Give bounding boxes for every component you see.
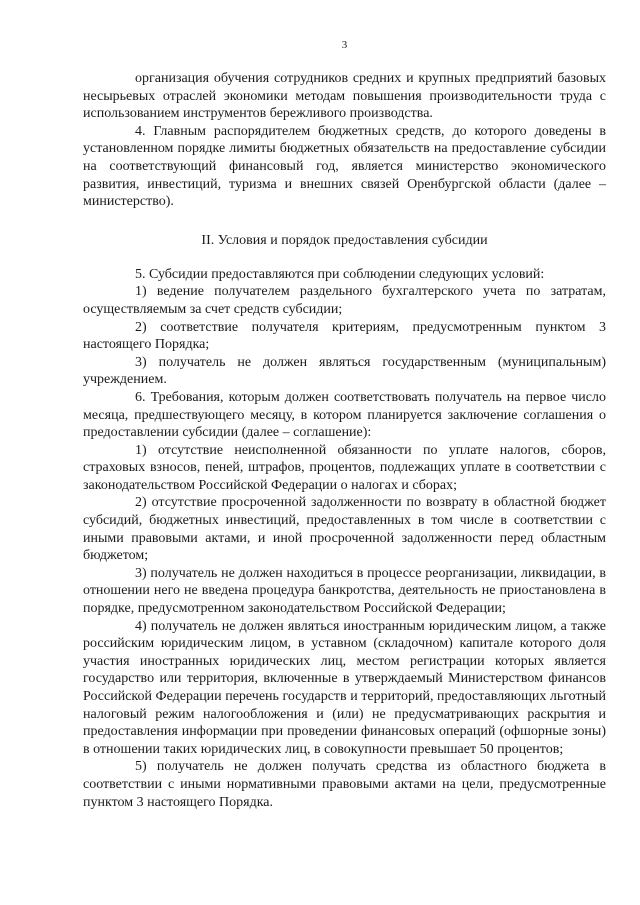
requirement-2-no-overdue-debt: 2) отсутствие просроченной задолженности по возврату в областной бюджет субсидий, бюджетных инвестиций, предоставленных в том числе в соответствии с иными правовыми актами, и иной просроченной задолженности перед областным бюджетом; bbox=[83, 495, 606, 564]
page-number: 3 bbox=[341, 39, 348, 51]
paragraph-5-conditions: 5. Субсидии предоставляются при соблюдении следующих условий: bbox=[135, 266, 545, 282]
paragraph-6-requirements: 6. Требования, которым должен соответствовать получатель на первое число месяца, предшествующего месяцу, в котором планируется заключение соглашения о предоставлении субсидии (далее – соглашение): bbox=[83, 389, 606, 441]
paragraph-4-budget-administrator: 4. Главным распорядителем бюджетных средств, до которого доведены в установленном порядке лимиты бюджетных обязательств на предоставление субсидии на соответствующий финансовый год, является министерство экономического развития, инвестиций, туризма и внешних связей Оренбургской области (далее – министерство). bbox=[83, 123, 606, 210]
requirement-3-no-reorganization: 3) получатель не должен находиться в процессе реорганизации, ликвидации, в отношении него не введена процедура банкротства, деятельность не приостановлена в порядке, предусмотренном законодательством Российской Федерации; bbox=[83, 565, 606, 617]
section-heading: II. Условия и порядок предоставления субсидии bbox=[201, 232, 488, 248]
condition-2-criteria: 2) соответствие получателя критериям, предусмотренным пунктом 3 настоящего Порядка; bbox=[83, 319, 606, 353]
requirement-4-not-foreign-entity: 4) получатель не должен являться иностранным юридическим лицом, а также российским юридическим лицом, в уставном (складочном) капитале которого доля участия иностранных юридических лиц, местом регистрации которых является государство или территория, включенные в утверждаемый Министерством финансов Российской Федерации перечень государств и территорий, предоставляющих льготный налоговый режим налогообложения и (или) не предусматривающих раскрытия и предоставления информации при проведении финансовых операций (офшорные зоны) в отношении таких юридических лиц, в совокупности превышает 50 процентов; bbox=[83, 618, 606, 757]
requirement-5-no-other-funds: 5) получатель не должен получать средства из областного бюджета в соответствии с иными нормативными правовыми актами на цели, предусмотренные пунктом 3 настоящего Порядка. bbox=[83, 759, 606, 810]
paragraph-training: организация обучения сотрудников средних и крупных предприятий базовых несырьевых отраслей экономики методам повышения производительности труда с использованием инструментов бережливого производства. bbox=[83, 71, 606, 122]
requirement-1-no-tax-debt: 1) отсутствие неисполненной обязанности по уплате налогов, сборов, страховых взносов, пеней, штрафов, процентов, подлежащих уплате в соответствии с законодательством Российской Федерации о налогах и сборах; bbox=[83, 442, 606, 493]
condition-1-accounting: 1) ведение получателем раздельного бухгалтерского учета по затратам, осуществляемым за счет средств субсидии; bbox=[83, 284, 606, 317]
condition-3-not-state-institution: 3) получатель не должен являться государственным (муниципальным) учреждением. bbox=[83, 354, 606, 388]
